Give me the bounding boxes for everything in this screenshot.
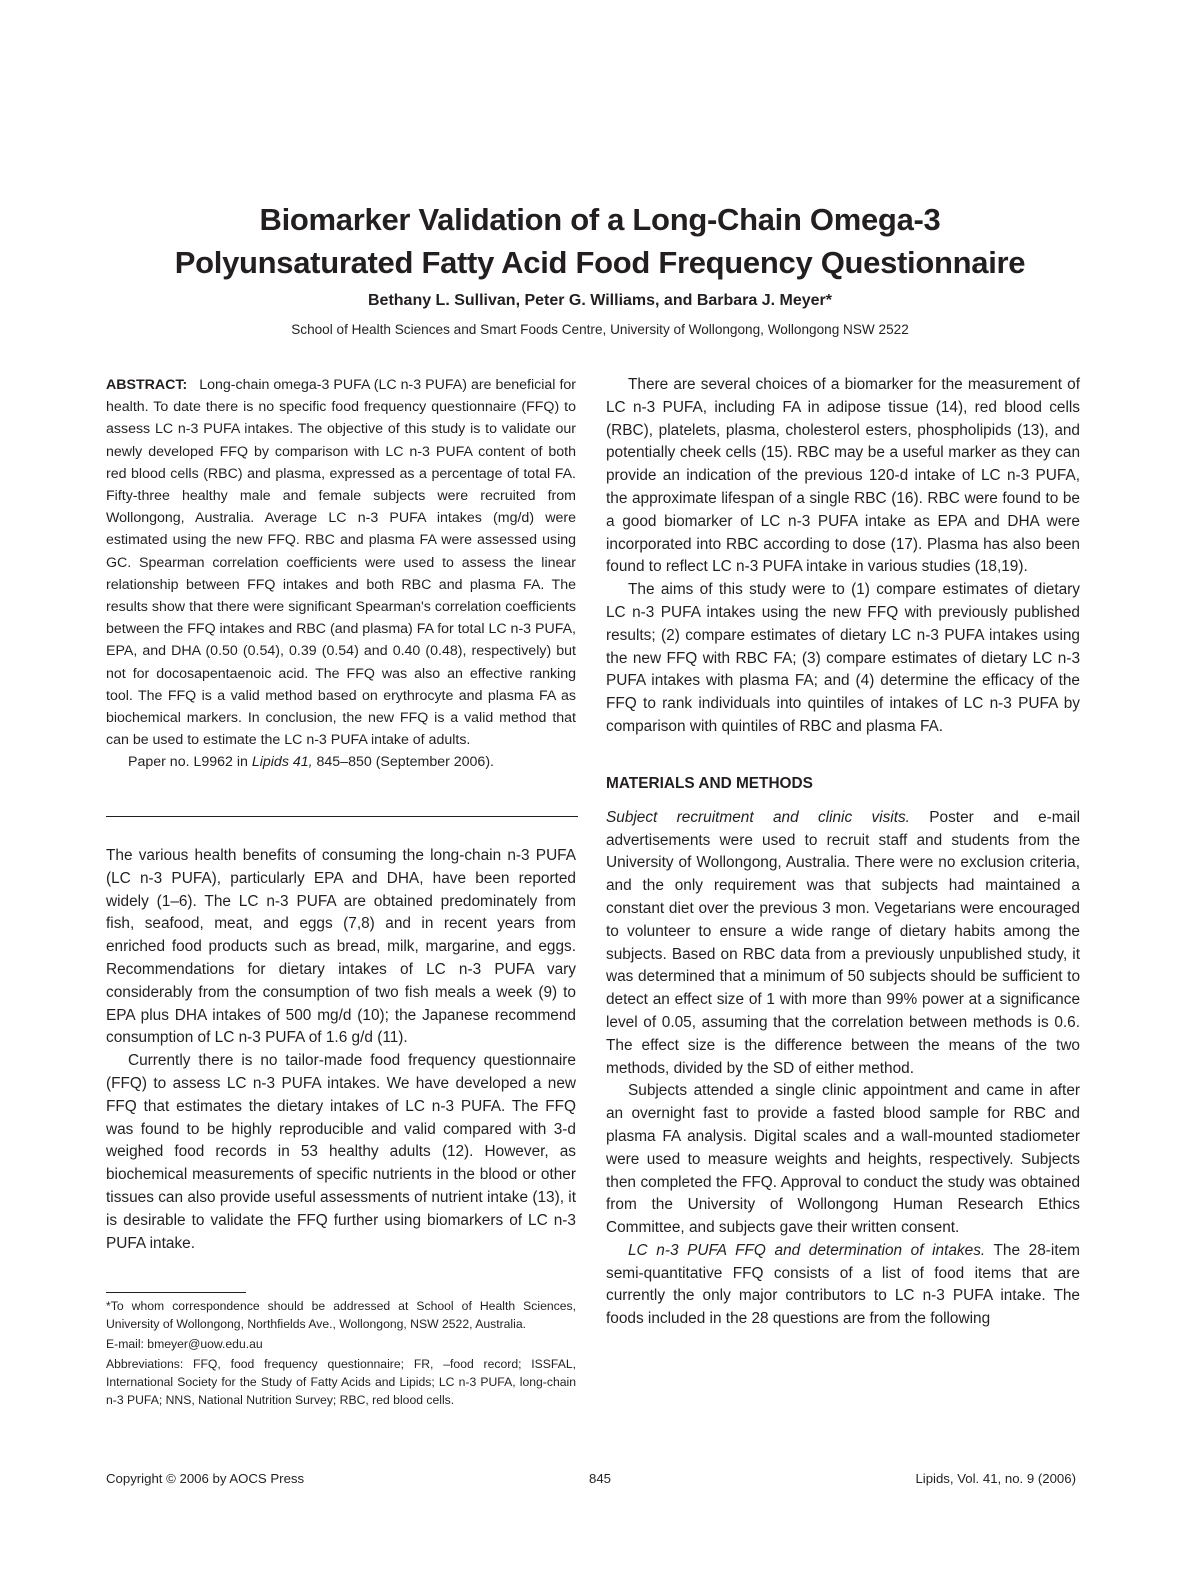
abstract-divider bbox=[106, 816, 578, 817]
subsection-heading-ffq: LC n-3 PUFA FFQ and determination of intakes. bbox=[628, 1241, 986, 1259]
paper-citation bbox=[106, 751, 576, 773]
introduction bbox=[106, 845, 576, 1255]
email-note: E-mail: bmeyer@uow.edu.au bbox=[106, 1337, 263, 1351]
footnotes bbox=[106, 1297, 576, 1409]
title-line-2: Polyunsaturated Fatty Acid Food Frequency Questionnaire bbox=[174, 245, 1026, 280]
right-paragraph-1: There are several choices of a biomarker for the measurement of LC n-3 PUFA, including FA in adipose tissue (14), red blood cells (RBC), platelets, plasma, cholesterol esters, phospholipids (13), and potentially cheek cells (15). RBC may be a useful marker as they can provide an indication of the previous 120-d intake of LC n-3 PUFA, the approximate lifespan of a single RBC (16). RBC were found to be a good biomarker of LC n-3 PUFA intake as EPA and DHA were incorporated into RBC according to dose (17). Plasma has also been found to reflect LC n-3 PUFA intake in various studies (18,19). bbox=[606, 376, 1080, 576]
citation-journal: Lipids 41, bbox=[251, 754, 313, 771]
title-line-1: Biomarker Validation of a Long-Chain Omega-3 bbox=[259, 202, 941, 237]
footer-journal: Lipids, Vol. 41, no. 9 (2006) bbox=[915, 1471, 1076, 1486]
footnote-divider bbox=[106, 1292, 246, 1293]
methods-paragraph-2: Subjects attended a single clinic appointment and came in after an overnight fast to provide a fasted blood sample for RBC and plasma FA analysis. Digital scales and a wall-mounted stadiometer were used to measure weights and heights, respectively. Subjects then completed the FFQ. Approval to conduct the study was obtained from the University of Wollongong Human Research Ethics Committee, and subjects gave their written consent. bbox=[606, 1082, 1080, 1237]
abstract-text: Long-chain omega-3 PUFA (LC n-3 PUFA) are beneficial for health. To date there is no specific food frequency questionnaire (FFQ) to assess LC n-3 PUFA intakes. The objective of this study is to validate our newly developed FFQ by comparison with LC n-3 PUFA content of both red blood cells (RBC) and plasma, expressed as a percentage of total FA. Fifty-three healthy male and female subjects were recruited from Wollongong, Australia. Average LC n-3 PUFA intakes (mg/d) were estimated using the new FFQ. RBC and plasma FA were assessed using GC. Spearman correlation coefficients were used to assess the linear relationship between FFQ intakes and both RBC and plasma FA. The results show that there were significant Spearman's correlation coefficients between the FFQ intakes and RBC (and plasma) FA for total LC n-3 PUFA, EPA, and DHA (0.50 (0.54), 0.39 (0.54) and 0.40 (0.48), respectively) but not for docosapentaenoic acid. The FFQ was also an effective ranking tool. The FFQ is a valid method based on erythrocyte and plasma FA as biochemical markers. In conclusion, the new FFQ is a valid method that can be used to estimate the LC n-3 PUFA intake of adults. bbox=[106, 377, 576, 749]
methods-paragraph-1 bbox=[606, 807, 1080, 1081]
footer-page-number: 845 bbox=[588, 1471, 611, 1486]
intro-paragraph-2: Currently there is no tailor-made food frequency questionnaire (FFQ) to assess LC n-3 PUFA intakes. We have developed a new FFQ that estimates the dietary intakes of LC n-3 PUFA. The FFQ was found to be highly reproducible and valid compared with 3-d weighed food records in 53 healthy adults (12). However, as biochemical measurements of specific nutrients in the blood or other tissues can also provide useful assessments of nutrient intake (13), it is desirable to validate the FFQ further using biomarkers of LC n-3 PUFA intake. bbox=[106, 1052, 576, 1252]
correspondence-note: *To whom correspondence should be addressed at School of Health Sciences, University of Wollongong, Northfields Ave., Wollongong, NSW 2522, Australia. bbox=[106, 1299, 576, 1331]
right-column bbox=[606, 374, 1080, 1331]
right-paragraph-2: The aims of this study were to (1) compare estimates of dietary LC n-3 PUFA intakes using the new FFQ with previously published results; (2) compare estimates of dietary LC n-3 PUFA intakes using the new FFQ with RBC FA; (3) compare estimates of dietary LC n-3 PUFA intakes with plasma FA; and (4) determine the efficacy of the FFQ to rank individuals into quintiles of intakes of LC n-3 PUFA by comparison with quintiles of RBC and plasma FA. bbox=[606, 581, 1080, 735]
abbreviations-note: Abbreviations: FFQ, food frequency questionnaire; FR, –food record; ISSFAL, International Society for the Study of Fatty Acids and Lipids; LC n-3 PUFA, long-chain n-3 PUFA; NNS, National Nutrition Survey; RBC, red blood cells. bbox=[106, 1357, 576, 1407]
abstract-block bbox=[106, 374, 576, 774]
methods-text-3: The 28-item semi-quantitative FFQ consists of a list of food items that are currently the only major contributors to LC n-3 PUFA intake. The foods included in the 28 questions are from the following bbox=[606, 1241, 1080, 1328]
footer-copyright: Copyright © 2006 by AOCS Press bbox=[106, 1471, 305, 1486]
subsection-heading-recruitment: Subject recruitment and clinic visits. bbox=[606, 808, 910, 826]
author-list: Bethany L. Sullivan, Peter G. Williams, and Barbara J. Meyer* bbox=[367, 292, 832, 309]
affiliation: School of Health Sciences and Smart Foods Centre, University of Wollongong, Wollongong NSW 2522 bbox=[291, 322, 909, 337]
citation-suffix: 845–850 (September 2006). bbox=[312, 754, 494, 771]
abstract-paragraph bbox=[106, 374, 576, 751]
paper-title bbox=[100, 198, 1100, 284]
section-heading: MATERIALS AND METHODS bbox=[606, 774, 813, 792]
methods-text-1: Poster and e-mail advertisements were used to recruit staff and students from the University of Wollongong, Australia. There were no exclusion criteria, and the only requirement was that subjects had maintained a constant diet over the previous 3 mon. Vegetarians were encouraged to volunteer to ensure a wide range of dietary habits among the subjects. Based on RBC data from a previously unpublished study, it was determined that a minimum of 50 subjects should be sufficient to detect an effect size of 1 with more than 99% power at a significance level of 0.05, assuming that the correlation between methods is 0.6. The effect size is the difference between the means of the two methods, divided by the SD of either method. bbox=[606, 808, 1080, 1077]
intro-paragraph-1: The various health benefits of consuming the long-chain n-3 PUFA (LC n-3 PUFA), particularly EPA and DHA, have been reported widely (1–6). The LC n-3 PUFA are obtained predominately from fish, seafood, meat, and eggs (7,8) and in recent years from enriched food products such as bread, milk, margarine, and eggs. Recommendations for dietary intakes of LC n-3 PUFA vary considerably from the consumption of two fish meals a week (9) to EPA plus DHA intakes of 500 mg/d (10); the Japanese recommend consumption of LC n-3 PUFA of 1.6 g/d (11). bbox=[106, 847, 576, 1047]
methods-paragraph-3 bbox=[606, 1240, 1080, 1331]
abstract-label: ABSTRACT: bbox=[106, 377, 188, 393]
citation-prefix: Paper no. L9962 in bbox=[128, 754, 252, 771]
